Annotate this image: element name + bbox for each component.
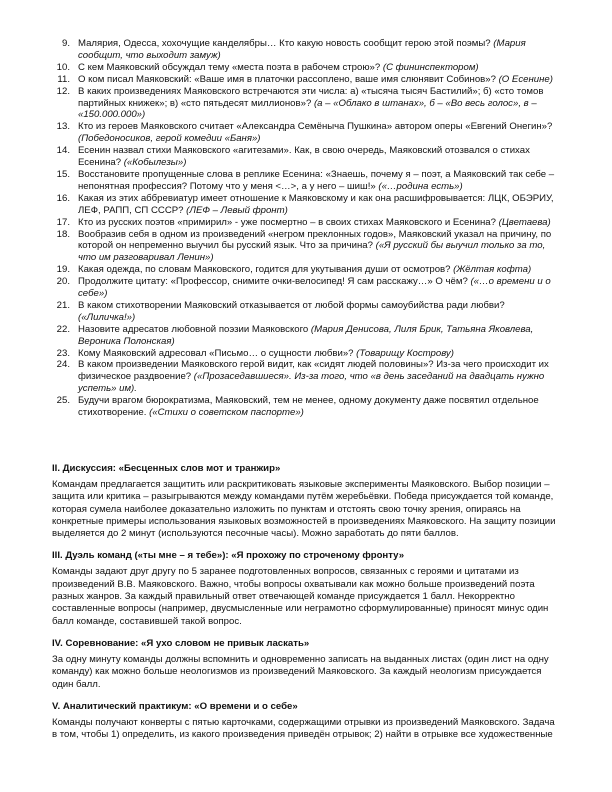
question-text: Вообразив себя в одном из произведений «негром преклонных годов», Маяковский указал на причину, по которой он непременно выучил бы русский язык. Что за причина? <box>78 228 552 252</box>
question-answer: («Прозаседавшиеся». Из-за того, что «в день заседаний на двадцать нужно успеть» им). <box>78 371 545 395</box>
question-number: 15. <box>56 168 70 180</box>
list-item <box>48 395 558 419</box>
question-number: 22. <box>56 323 70 335</box>
question-text-block <box>78 62 558 74</box>
list-item <box>48 74 558 86</box>
question-text-block <box>78 38 558 62</box>
question-answer: (Цветаева) <box>498 216 551 228</box>
list-item <box>48 276 558 300</box>
question-text: Малярия, Одесса, хохочущие канделябры… Кто какую новость сообщит герою этой поэмы? <box>78 38 491 49</box>
section-body-team-duel: Команды задают друг другу по 5 заранее подготовленных вопросов, связанных с героями и цитатами из произведений В.В. Маяковского. Важно, чтобы вопросы охватывали как можно больше произведений поэта разных жанров. За каждый правильный ответ отвечающей команде присуждается 1 балл. Некорректно составленные вопросы (например, двусмысленные или неграмотно сформулированные) приносят минус один балл команде, составившей такой вопрос. <box>52 566 549 627</box>
list-item <box>48 300 558 324</box>
question-text-block <box>78 193 558 217</box>
question-number: 16. <box>56 192 70 204</box>
question-text-block <box>78 121 558 145</box>
question-text: Назовите адресатов любовной поэзии Маяковского <box>78 323 309 335</box>
question-number: 11. <box>57 73 70 85</box>
question-text: Кому Маяковский адресовал «Письмо… о сущности любви»? <box>78 347 354 359</box>
question-number: 9. <box>61 38 70 49</box>
question-number: 10. <box>56 61 70 73</box>
question-text-block <box>78 264 558 276</box>
list-item <box>48 348 558 360</box>
question-number: 21. <box>56 299 70 311</box>
question-text-block <box>78 169 558 193</box>
list-item <box>48 62 558 74</box>
question-text-block <box>78 229 558 265</box>
question-answer: (а – «Облако в штанах», б – «Во весь голос», в – «150.000.000») <box>78 97 537 121</box>
question-text: Продолжите цитату: «Профессор, снимите очки-велосипед! Я сам расскажу…» О чём? <box>78 276 468 288</box>
question-text-block <box>78 300 558 324</box>
section-title-discussion: II. Дискуссия: «Бесценных слов мот и транжир» <box>52 463 281 474</box>
question-answer: («Я русский бы выучил только за то, что им разговаривал Ленин») <box>78 240 546 264</box>
question-number: 20. <box>56 276 70 288</box>
question-answer: («Лиличка!») <box>78 311 136 323</box>
question-answer: (Жёлтая кофта) <box>453 264 532 276</box>
question-text-block <box>78 145 558 169</box>
question-text-block <box>78 86 558 122</box>
question-number: 17. <box>56 216 70 228</box>
list-item <box>48 169 558 193</box>
question-text: С кем Маяковский обсуждал тему «места поэта в рабочем строю»? <box>78 61 381 73</box>
section-body-competition: За одну минуту команды должны вспомнить и одновременно записать на выданных листах (один лист на одну команду) как можно больше неологизмов из произведений Маяковского. За каждый неологизм присуждается один балл. <box>52 653 549 690</box>
question-answer: (С фининспектором) <box>382 61 479 73</box>
question-text: В каком стихотворении Маяковский отказывается от любой формы самоубийства ради любви? <box>78 299 505 311</box>
question-answer: (ЛЕФ – Левый фронт) <box>186 204 288 216</box>
list-item <box>48 145 558 169</box>
question-text: Кто из русских поэтов «примирил» - уже посмертно – в своих стихах Маяковского и Есенина? <box>78 216 496 228</box>
question-number: 18. <box>56 228 70 240</box>
question-number: 13. <box>56 121 70 133</box>
list-item <box>48 193 558 217</box>
question-number: 25. <box>56 395 70 407</box>
list-item <box>48 324 558 348</box>
list-item <box>48 359 558 395</box>
question-answer: («Стихи о советском паспорте») <box>149 407 304 419</box>
quiz-sections <box>52 463 560 741</box>
section-body-discussion: Командам предлагается защитить или раскритиковать языковые эксперименты Маяковского. Выбор позиции – защита или критика – разыгрываются между командами путём жеребьёвки. Победа присуждается той команде, которая сумела наиболее доказательно изложить по пунктам и отстоять свою точку зрения, опираясь на конкретные примеры использования языковых возможностей в произведениях Маяковского. На защиту позиции выделяется до 2 минут (используются песочные часы). Можно заработать до пяти баллов. <box>52 479 556 540</box>
list-item <box>48 38 558 62</box>
question-number: 14. <box>56 145 70 157</box>
list-item <box>48 264 558 276</box>
question-text-block <box>78 276 558 300</box>
question-text-block <box>78 359 558 395</box>
question-text: Какая одежда, по словам Маяковского, годится для укутывания души от осмотров? <box>78 264 451 276</box>
list-item <box>48 86 558 122</box>
question-answer: («Кобылезы») <box>123 157 187 169</box>
question-number: 23. <box>56 347 70 359</box>
question-number: 24. <box>56 359 70 371</box>
question-text-block <box>78 395 558 419</box>
question-text: О ком писал Маяковский: «Ваше имя в платочки рассоплено, ваше имя слюнявит Собинов»? <box>78 73 496 85</box>
question-text: Есенин назвал стихи Маяковского «агитезами». Как, в свою очередь, Маяковский отозвался о стихах Есенина? <box>78 145 530 169</box>
question-answer: (О Есенине) <box>498 73 553 85</box>
question-text: В каких произведениях Маяковского встречаются эти числа: а) «тысяча тысяч Бастилий»; б) «сто томов партийных книжек»; в) «сто пятьдесят миллионов»? <box>78 85 544 109</box>
question-text-block <box>78 74 558 86</box>
section-title-team-duel: III. Дуэль команд («ты мне – я тебе»): «Я прохожу по строченому фронту» <box>52 550 405 562</box>
question-answer: (Победоносиков, герой комедии «Баня») <box>78 133 261 145</box>
question-number: 12. <box>56 85 70 97</box>
list-item <box>48 121 558 145</box>
section-title-competition: IV. Соревнование: «Я ухо словом не привык ласкать» <box>52 637 310 649</box>
question-text: Какая из этих аббревиатур имеет отношение к Маяковскому и как она расшифровывается: ЛЦК, ОБЭРИУ, ЛЕФ, РАПП, СП СССР? <box>78 192 554 216</box>
question-text: Восстановите пропущенные слова в реплике Есенина: «Знаешь, почему я – поэт, а Маяковский так себе – непонятная профессия? Потому что у меня <…>, а у него – шиш!» <box>78 168 555 192</box>
question-answer: («…о времени и о себе») <box>78 276 551 300</box>
question-answer: («…родина есть») <box>378 180 463 192</box>
question-number: 19. <box>56 264 70 276</box>
question-text-block <box>78 324 558 348</box>
list-item <box>48 217 558 229</box>
section-title-analytic-workshop: V. Аналитический практикум: «О времени и о себе» <box>52 700 298 712</box>
question-text: Будучи врагом бюрократизма, Маяковский, тем не менее, одному документу даже посвятил отдельное стихотворение. <box>78 395 539 419</box>
question-text-block <box>78 348 558 360</box>
list-item <box>48 229 558 265</box>
question-text-block <box>78 217 558 229</box>
question-text: В каком произведении Маяковского герой видит, как «сидят людей половины»? Из-за чего происходит их физическое раздвоение? <box>78 359 549 383</box>
question-answer: (Мария сообщит, что выходит замуж) <box>78 38 526 61</box>
question-text: Кто из героев Маяковского считает «Александра Семёныча Пушкина» автором оперы «Евгений Онегин»? <box>78 121 553 133</box>
quiz-question-list <box>48 38 558 419</box>
question-answer: (Мария Денисова, Лиля Брик, Татьяна Яковлева, Вероника Полонская) <box>78 323 534 347</box>
question-answer: (Товарищу Кострову) <box>356 347 454 359</box>
section-body-analytic-workshop: Команды получают конверты с пятью карточками, содержащими отрывки из произведений Маяковского. Задача в том, чтобы 1) определить, из какого произведения приведён отрывок; 2) найти в отрывке все художественные <box>52 716 555 741</box>
